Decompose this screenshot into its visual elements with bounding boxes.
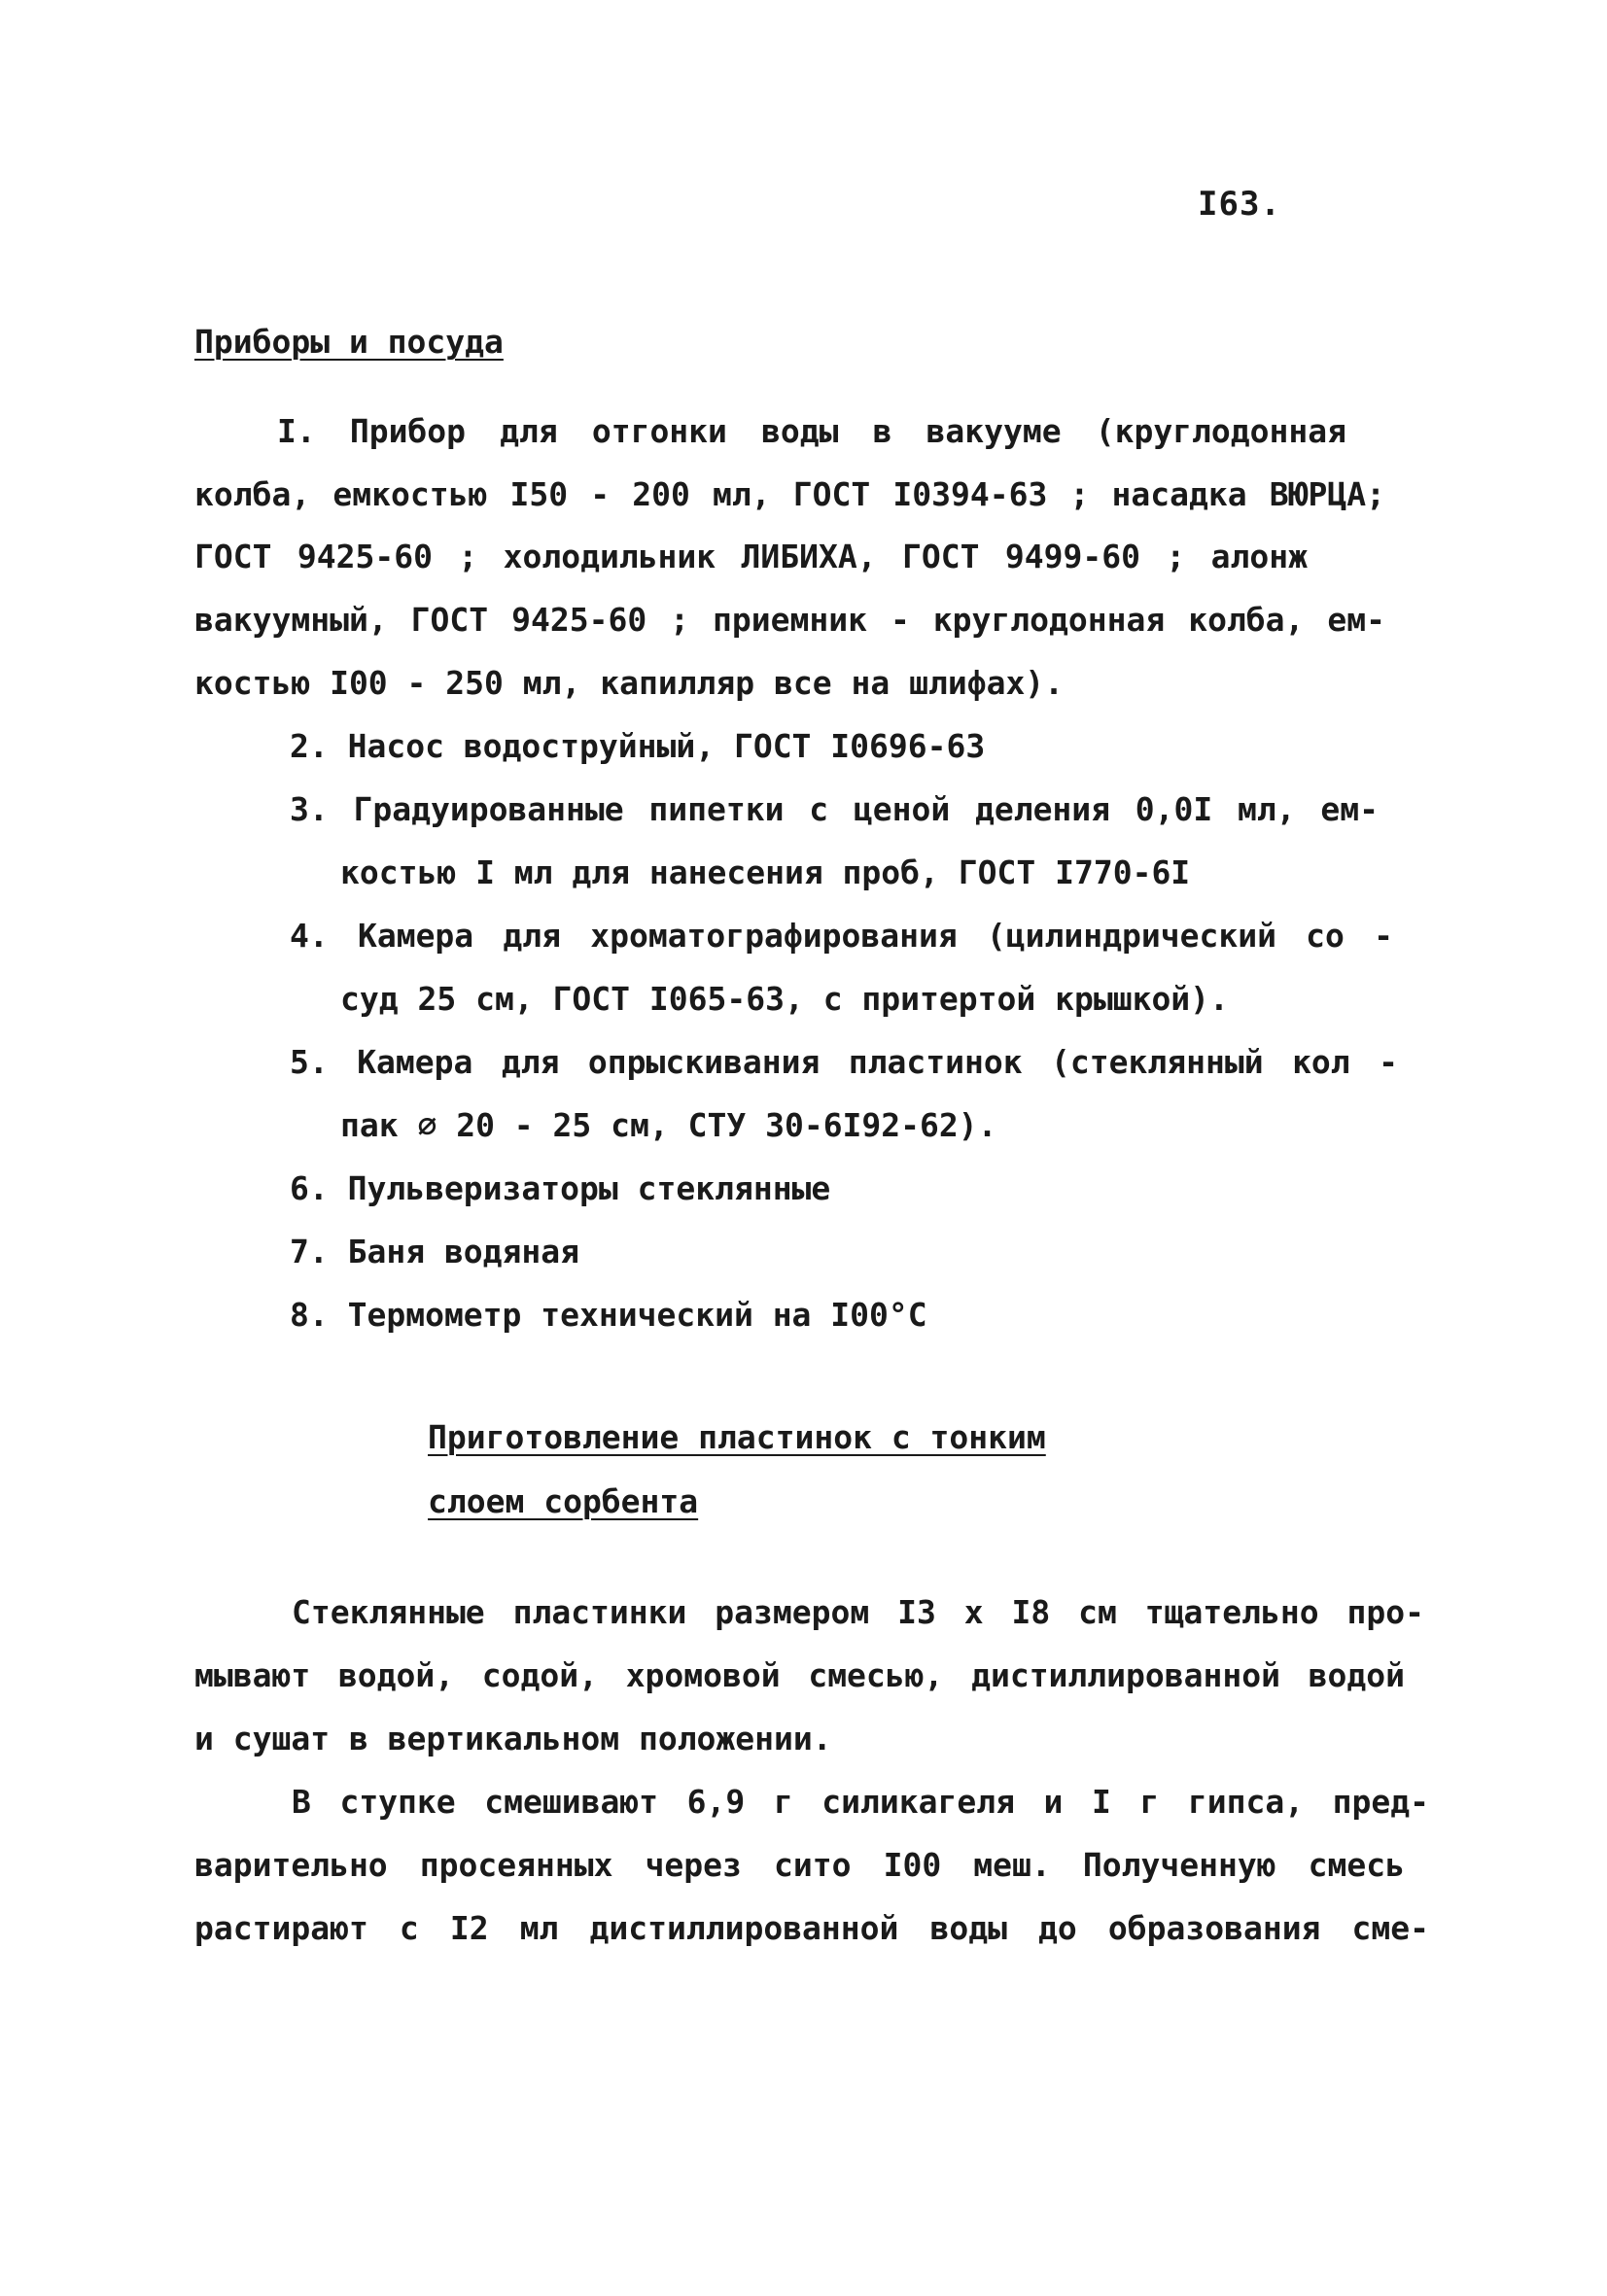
section-heading-instruments: Приборы и посуда	[194, 323, 504, 361]
paragraph-1-line-2: мывают водой, содой, хромовой смесью, дистиллированной водой	[194, 1656, 1405, 1694]
item-1-line-4: вакуумный, ГОСТ 9425-60 ; приемник - круглодонная колба, ем-	[194, 601, 1385, 639]
item-7: 7. Баня водяная	[290, 1233, 580, 1270]
item-1-line-3: ГОСТ 9425-60 ; холодильник ЛИБИХА, ГОСТ 9499-60 ; алонж	[194, 538, 1308, 575]
item-8: 8. Термометр технический на I00°С	[290, 1296, 927, 1334]
paragraph-2-line-2: варительно просеянных через сито I00 меш. Полученную смесь	[194, 1846, 1405, 1884]
item-4-line-2: суд 25 см, ГОСТ I065-63, с притертой крышкой).	[340, 980, 1229, 1018]
item-2: 2. Насос водоструйный, ГОСТ I0696-63	[290, 727, 986, 765]
item-3-line-2: костью I мл для нанесения проб, ГОСТ I770-6I	[340, 853, 1191, 891]
section-heading-plate-preparation-2: слоем сорбента	[428, 1482, 699, 1520]
item-1-line-1: I. Прибор для отгонки воды в вакууме (круглодонная	[277, 412, 1346, 450]
section-heading-plate-preparation-1: Приготовление пластинок с тонким	[428, 1418, 1046, 1456]
item-1-line-5: костью I00 - 250 мл, капилляр все на шлифах).	[194, 664, 1065, 702]
item-3-line-1: 3. Градуированные пипетки с ценой деления 0,0I мл, ем-	[290, 790, 1379, 828]
item-6: 6. Пульверизаторы стеклянные	[290, 1169, 831, 1207]
paragraph-1-line-3: и сушат в вертикальном положении.	[194, 1720, 832, 1757]
paragraph-2-line-1: В ступке смешивают 6,9 г силикагеля и I г гипса, пред-	[292, 1783, 1429, 1821]
paragraph-1-line-1: Стеклянные пластинки размером I3 х I8 см тщательно про-	[292, 1593, 1424, 1631]
item-4-line-1: 4. Камера для хроматографирования (цилиндрический со -	[290, 917, 1393, 955]
item-5-line-1: 5. Камера для опрыскивания пластинок (стеклянный кол -	[290, 1043, 1398, 1081]
paragraph-2-line-3: растирают с I2 мл дистиллированной воды до образования сме-	[194, 1909, 1429, 1947]
page-number: I63.	[1198, 185, 1281, 224]
item-5-line-2: пак ∅ 20 - 25 см, СТУ 30-6I92-62).	[340, 1106, 997, 1144]
item-1-line-2: колба, емкостью I50 - 200 мл, ГОСТ I0394-63 ; насадка ВЮРЦА;	[194, 475, 1385, 513]
